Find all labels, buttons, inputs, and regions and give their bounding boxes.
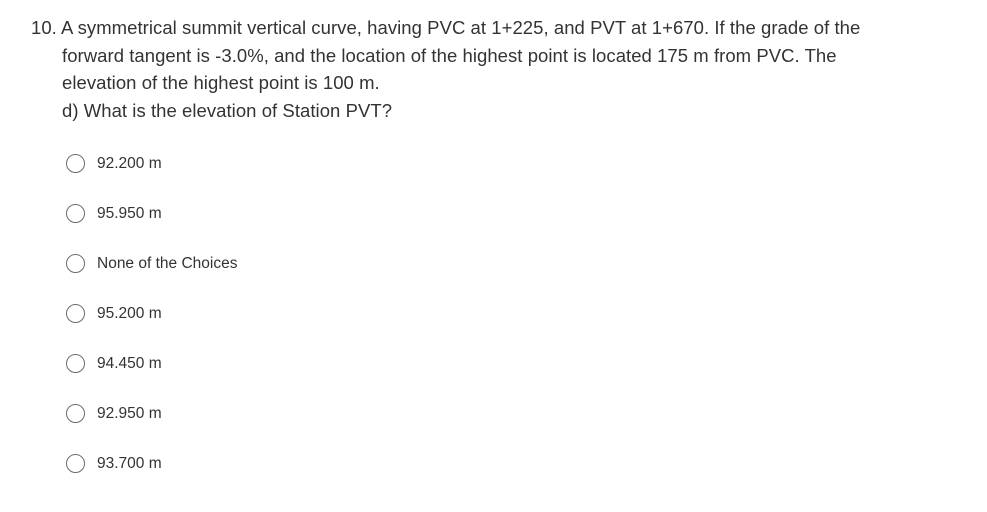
answer-option[interactable] bbox=[66, 251, 237, 301]
answer-option[interactable] bbox=[66, 201, 237, 251]
question-line-1: 10. A symmetrical summit vertical curve, having PVC at 1+225, and PVT at 1+670. If the grade of the bbox=[31, 17, 861, 38]
answer-option[interactable] bbox=[66, 401, 237, 451]
radio-button[interactable] bbox=[66, 154, 85, 173]
answer-option-label: 92.200 m bbox=[97, 155, 162, 172]
answer-option[interactable] bbox=[66, 451, 237, 501]
question-number: 10. bbox=[31, 17, 57, 38]
answer-option-label: 92.950 m bbox=[97, 405, 162, 422]
question-line-4: d) What is the elevation of Station PVT? bbox=[62, 99, 393, 121]
answer-options bbox=[66, 151, 237, 501]
answer-option-label: 93.700 m bbox=[97, 455, 162, 472]
question-line-2: forward tangent is -3.0%, and the location of the highest point is located 175 m from PVC. The bbox=[62, 44, 837, 66]
question-text bbox=[31, 14, 976, 124]
radio-button[interactable] bbox=[66, 304, 85, 323]
answer-option-label: 94.450 m bbox=[97, 355, 162, 372]
radio-button[interactable] bbox=[66, 404, 85, 423]
radio-button[interactable] bbox=[66, 454, 85, 473]
radio-button[interactable] bbox=[66, 354, 85, 373]
answer-option[interactable] bbox=[66, 151, 237, 201]
radio-button[interactable] bbox=[66, 254, 85, 273]
answer-option[interactable] bbox=[66, 351, 237, 401]
radio-button[interactable] bbox=[66, 204, 85, 223]
answer-option-label: None of the Choices bbox=[97, 255, 238, 272]
question-line-3: elevation of the highest point is 100 m. bbox=[62, 72, 380, 93]
answer-option[interactable] bbox=[66, 301, 237, 351]
answer-option-label: 95.950 m bbox=[97, 205, 162, 222]
answer-option-label: 95.200 m bbox=[97, 305, 162, 322]
